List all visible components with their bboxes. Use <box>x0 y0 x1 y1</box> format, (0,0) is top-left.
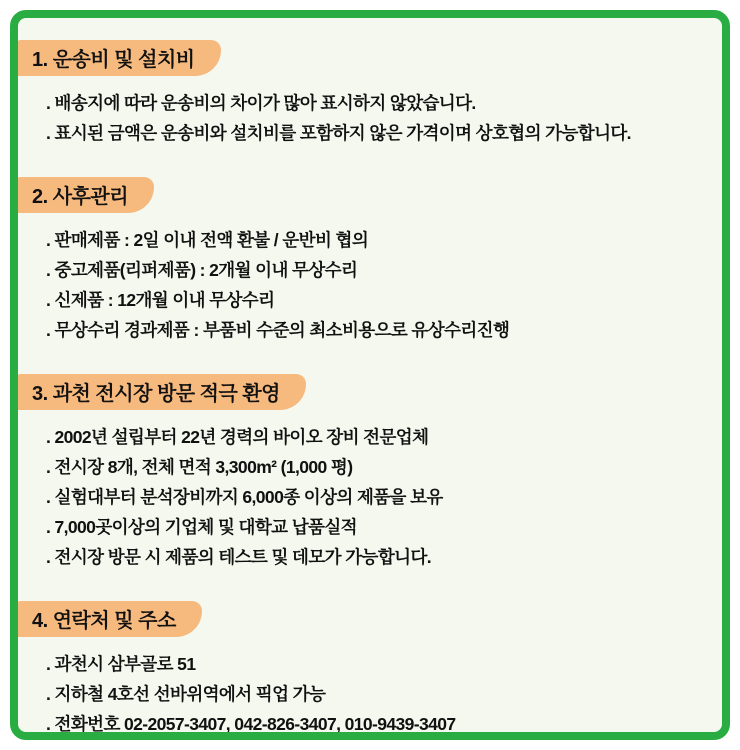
bullet-line: . 판매제품 : 2일 이내 전액 환불 / 운반비 협의 <box>46 230 369 250</box>
section-title-band-showroom <box>18 374 306 410</box>
section-after-service <box>18 177 722 345</box>
bullet-line: . 7,000곳이상의 기업체 및 대학교 납품실적 <box>46 517 357 537</box>
bullet-line: . 신제품 : 12개월 이내 무상수리 <box>46 290 275 310</box>
bullet-line: . 실험대부터 분석장비까지 6,000종 이상의 제품을 보유 <box>46 487 443 507</box>
bullet-line: . 전화번호 02-2057-3407, 042-826-3407, 010-9439-3407 <box>46 714 456 734</box>
bullet-line: . 전시장 방문 시 제품의 테스트 및 데모가 가능합니다. <box>46 547 432 567</box>
bullet-line: . 전시장 8개, 전체 면적 3,300m² (1,000 평) <box>46 457 353 477</box>
section-title: 1. 운송비 및 설치비 <box>32 49 195 71</box>
bullet-line: . 2002년 설립부터 22년 경력의 바이오 장비 전문업체 <box>46 427 429 447</box>
section-title: 4. 연락처 및 주소 <box>32 610 176 632</box>
section-title: 3. 과천 전시장 방문 적극 환영 <box>32 383 280 405</box>
section-title: 2. 사후관리 <box>32 186 129 208</box>
section-showroom-visit <box>18 374 722 572</box>
bullet-line: . 배송지에 따라 운송비의 차이가 많아 표시하지 않았습니다. <box>46 93 476 113</box>
section-title-band-contact <box>18 601 202 637</box>
section-title-band-after-service <box>18 177 154 213</box>
bullet-line: . 중고제품(리퍼제품) : 2개월 이내 무상수리 <box>46 260 358 280</box>
notice-panel <box>10 10 730 740</box>
bullet-line: . 무상수리 경과제품 : 부품비 수준의 최소비용으로 유상수리진행 <box>46 320 510 340</box>
bullet-line: . 지하철 4호선 선바위역에서 픽업 가능 <box>46 684 326 704</box>
section-title-band-shipping <box>18 40 221 76</box>
notice-content <box>18 18 722 739</box>
section-shipping-install <box>18 40 722 148</box>
bullet-line: . 표시된 금액은 운송비와 설치비를 포함하지 않은 가격이며 상호협의 가능합니다. <box>46 123 631 143</box>
bullet-line: . 과천시 삼부골로 51 <box>46 654 196 674</box>
section-contact-address <box>18 601 722 739</box>
